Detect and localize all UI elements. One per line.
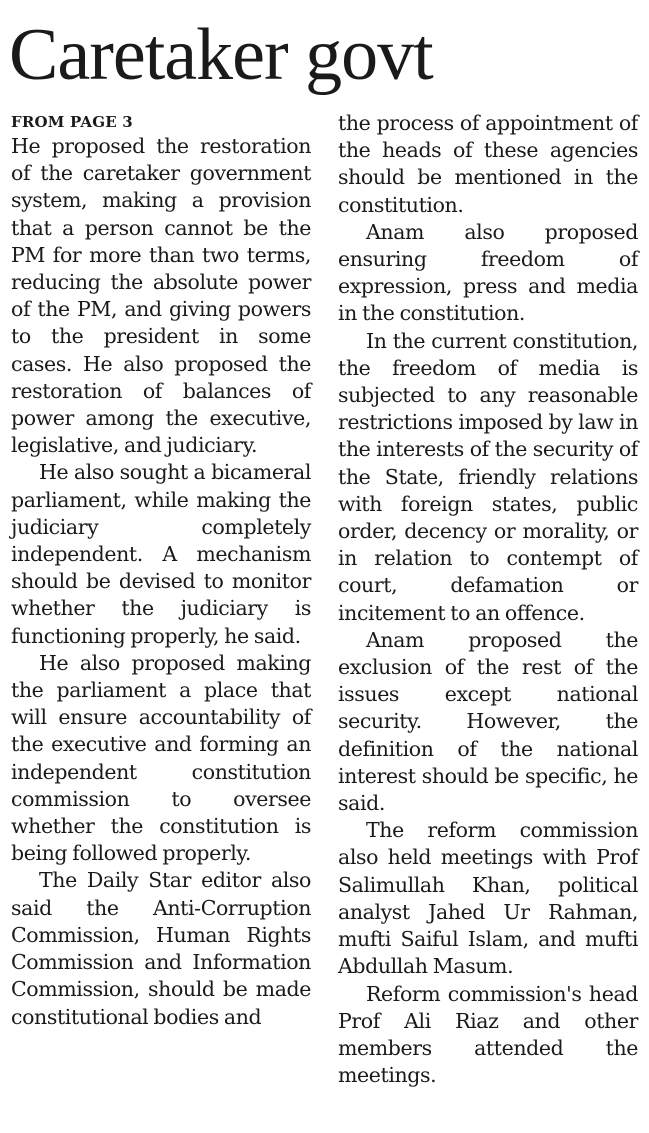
body-paragraph: Reform commission's head Prof Ali Riaz and other members attended the meetings. bbox=[338, 981, 638, 1088]
headline: Caretaker govt bbox=[9, 14, 433, 96]
body-paragraph: He proposed the restoration of the caretaker government system, making a provision that a person cannot be the PM for more than two terms, reducing the absolute power of the PM, and giving powers to the president in some cases. He also proposed the restoration of balances of power among the executive, legislative, and judiciary. bbox=[11, 134, 311, 458]
continuation-kicker: FROM PAGE 3 bbox=[11, 113, 133, 131]
body-paragraph: Anam proposed the exclusion of the rest of the issues except national security. However, the definition of the national interest should be specific, he said. bbox=[338, 627, 638, 816]
article-column-left bbox=[11, 111, 311, 1031]
article-column-right bbox=[338, 111, 638, 1089]
body-paragraph: He also sought a bicameral parliament, while making the judiciary completely independent. A mechanism should be devised to monitor whether the judiciary is functioning properly, he said. bbox=[11, 460, 311, 648]
body-paragraph: The reform commission also held meetings with Prof Salimullah Khan, political analyst Jahed Ur Rahman, mufti Saiful Islam, and mufti Abdullah Masum. bbox=[338, 818, 638, 979]
body-paragraph: Anam also proposed ensuring freedom of expression, press and media in the constitution. bbox=[338, 219, 638, 326]
body-paragraph: He also proposed making the parliament a place that will ensure accountability of the executive and forming an independent constitution commission to oversee whether the constitution is being followed properly. bbox=[11, 650, 311, 866]
body-paragraph: The Daily Star editor also said the Anti-Corruption Commission, Human Rights Commission and Information Commission, should be made constitutional bodies and bbox=[11, 868, 311, 1029]
body-paragraph: In the current constitution, the freedom of media is subjected to any reasonable restrictions imposed by law in the interests of the security of the State, friendly relations with foreign states, public order, decency or morality, or in relation to contempt of court, defamation or incitement to an offence. bbox=[338, 328, 638, 625]
body-paragraph: the process of appointment of the heads of these agencies should be mentioned in the constitution. bbox=[338, 111, 638, 217]
